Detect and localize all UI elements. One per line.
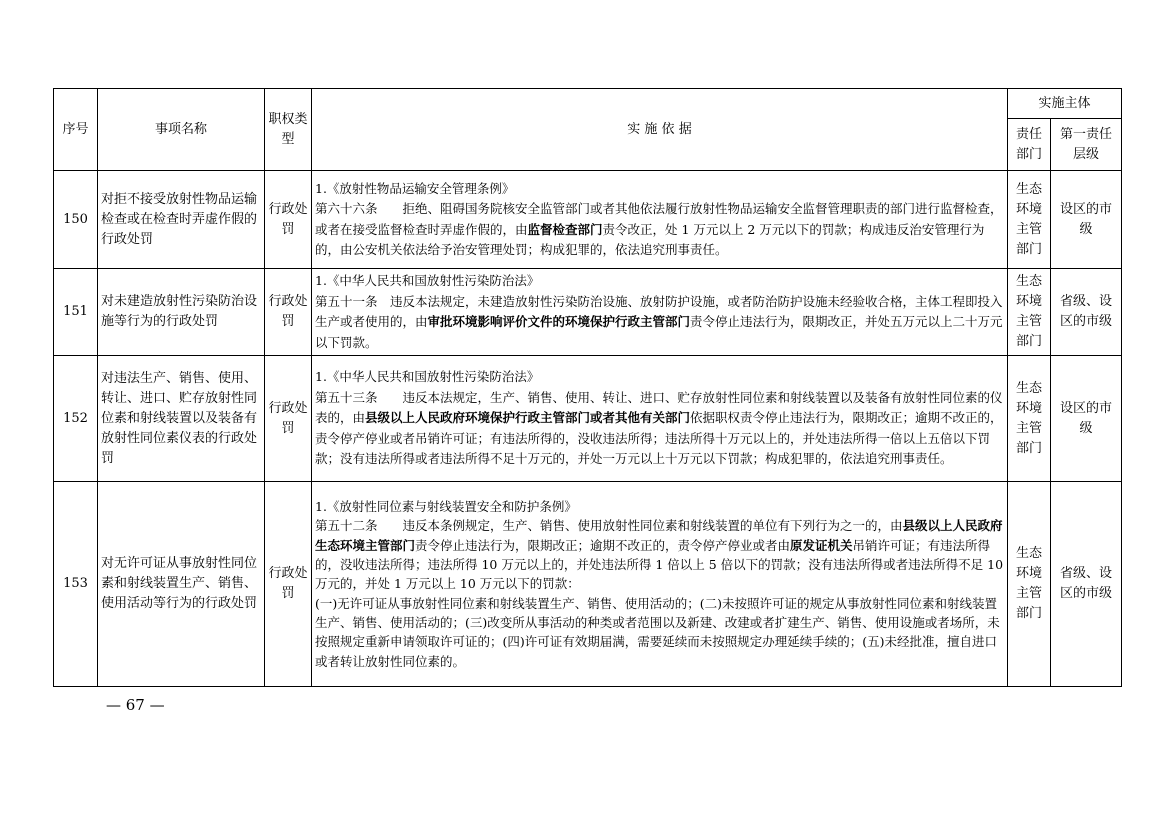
responsible-dept: 生态环境主管部门 bbox=[1008, 171, 1051, 269]
basis-text: 第六十六条 拒绝、阻碍国务院核安全监管部门或者其他依法履行放射性物品运输安全监督管理职责的部门进行监督检查，或者在接受监督检查时弄虚作假的，由 bbox=[315, 201, 1003, 237]
header-type: 职权类型 bbox=[265, 89, 312, 171]
basis-text: 第五十一条 违反本法规定，未建造放射性污染防治设施、放射防护设施，或者防治防护设施未经验收合格，主体工程即投入生产或者使用的，由 bbox=[315, 293, 1003, 329]
basis-text: 责令改正，处 1 万元以上 2 万元以下的罚款；构成违反治安管理行为的，由公安机关依法给予治安管理处罚；构成犯罪的，依法追究刑事责任。 bbox=[315, 221, 985, 257]
table-row bbox=[54, 482, 1122, 687]
basis-text: 第五十三条 违反本法规定，生产、销售、使用、转让、进口、贮存放射性同位素和射线装置以及装备有放射性同位素的仪表的，由 bbox=[315, 389, 1003, 426]
basis-cell bbox=[312, 171, 1008, 269]
basis-text: 第五十二条 违反本条例规定，生产、销售、使用放射性同位素和射线装置的单位有下列行为之一的，由 bbox=[315, 518, 903, 534]
basis-cell bbox=[312, 269, 1008, 356]
basis-cell bbox=[312, 482, 1008, 687]
responsible-level: 省级、设区的市级 bbox=[1051, 482, 1122, 687]
basis-text: 责令停止违法行为，限期改正，并处五万元以上二十万元以下罚款。 bbox=[315, 314, 1003, 350]
table-row bbox=[54, 269, 1122, 356]
power-type: 行政处罚 bbox=[265, 171, 312, 269]
basis-cell bbox=[312, 356, 1008, 482]
authority-text: 县级以上人民政府环境保护行政主管部门或者其他有关部门 bbox=[365, 410, 691, 426]
header-dept: 责任部门 bbox=[1008, 119, 1051, 171]
header-basis: 实 施 依 据 bbox=[312, 89, 1008, 171]
basis-items: (一)无许可证从事放射性同位素和射线装置生产、销售、使用活动的；(二)未按照许可证的规定从事放射性同位素和射线装置生产、销售、使用活动的；(三)改变所从事活动的种类或者范围以及新建、改建或者扩建生产、销售、使用设施或者场所，未按照规定重新申请领取许可证的；(四)许可证有效期届满，需要延续而未按照规定办理延续手续的；(五)未经批准，擅自进口或者转让放射性同位素的。 bbox=[315, 595, 1000, 669]
basis-text: 责令停止违法行为，限期改正；逾期不改正的，责令停产停业或者由 bbox=[415, 537, 791, 553]
law-title: 1.《放射性物品运输安全管理条例》 bbox=[315, 180, 515, 196]
responsible-level: 省级、设区的市级 bbox=[1051, 269, 1122, 356]
power-type: 行政处罚 bbox=[265, 356, 312, 482]
row-no: 153 bbox=[54, 482, 98, 687]
table-row bbox=[54, 356, 1122, 482]
responsible-level: 设区的市级 bbox=[1051, 171, 1122, 269]
item-name: 对无许可证从事放射性同位素和射线装置生产、销售、使用活动等行为的行政处罚 bbox=[98, 482, 265, 687]
enforcement-table bbox=[53, 88, 1122, 687]
law-title: 1.《中华人民共和国放射性污染防治法》 bbox=[315, 273, 540, 288]
item-name: 对违法生产、销售、使用、转让、进口、贮存放射性同位素和射线装置以及装备有放射性同位素仪表的行政处罚 bbox=[98, 356, 265, 482]
item-name: 对拒不接受放射性物品运输检查或在检查时弄虚作假的行政处罚 bbox=[98, 171, 265, 269]
row-no: 152 bbox=[54, 356, 98, 482]
basis-text: 吊销许可证；有违法所得的，没收违法所得；违法所得 10 万元以上的，并处违法所得 1 倍以上 5 倍以下的罚款；没有违法所得或者违法所得不足 10 万元的，并处 1 万元以上 10 万元以下的罚款： bbox=[315, 537, 1004, 592]
authority-text: 监督检查部门 bbox=[527, 221, 603, 237]
authority-text: 县级以上人民政府生态环境主管部门 bbox=[315, 518, 1003, 553]
power-type: 行政处罚 bbox=[265, 482, 312, 687]
responsible-dept: 生态环境主管部门 bbox=[1008, 269, 1051, 356]
header-name: 事项名称 bbox=[98, 89, 265, 171]
page-number: — 67 — bbox=[106, 696, 165, 714]
table-row bbox=[54, 171, 1122, 269]
authority-text: 原发证机关 bbox=[790, 537, 853, 553]
power-type: 行政处罚 bbox=[265, 269, 312, 356]
law-title: 1.《放射性同位素与射线装置安全和防护条例》 bbox=[315, 499, 577, 515]
law-title: 1.《中华人民共和国放射性污染防治法》 bbox=[315, 369, 540, 385]
authority-text: 审批环境影响评价文件的环境保护行政主管部门 bbox=[427, 314, 691, 329]
header-subject: 实施主体 bbox=[1008, 89, 1122, 119]
basis-text: 依据职权责令停止违法行为，限期改正；逾期不改正的，责令停产停业或者吊销许可证；有违法所得的，没收违法所得；违法所得十万元以上的，并处违法所得一倍以上五倍以下罚款；没有违法所得或者违法所得不足十万元的，并处一万元以上十万元以下罚款；构成犯罪的，依法追究刑事责任。 bbox=[315, 410, 1003, 467]
row-no: 151 bbox=[54, 269, 98, 356]
responsible-dept: 生态环境主管部门 bbox=[1008, 482, 1051, 687]
row-no: 150 bbox=[54, 171, 98, 269]
responsible-level: 设区的市级 bbox=[1051, 356, 1122, 482]
header-no: 序号 bbox=[54, 89, 98, 171]
responsible-dept: 生态环境主管部门 bbox=[1008, 356, 1051, 482]
header-level: 第一责任层级 bbox=[1051, 119, 1122, 171]
item-name: 对未建造放射性污染防治设施等行为的行政处罚 bbox=[98, 269, 265, 356]
